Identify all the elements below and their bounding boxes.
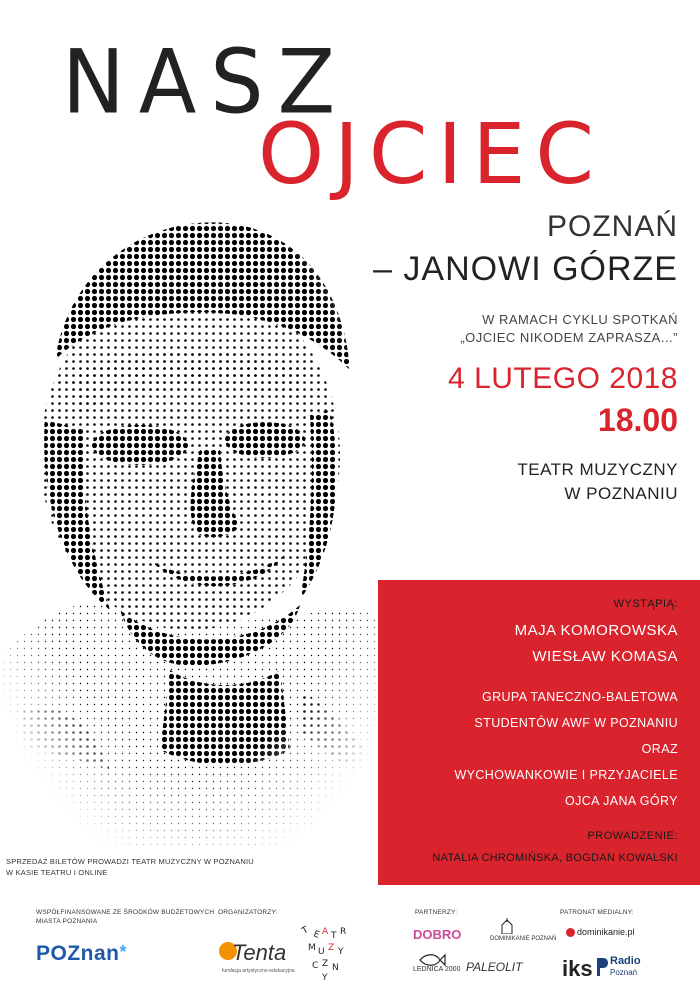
tickets-line-1: SPRZEDAŻ BILETÓW PROWADZI TEATR MUZYCZNY W POZNANIU [6,857,254,866]
group-line: GRUPA TANECZNO-BALETOWA [481,690,678,704]
group-line: STUDENTÓW AWF W POZNANIU [474,716,678,730]
patronage-label: PATRONAT MEDIALNY: [560,909,634,916]
poznan-logo-text: POZnan [36,942,120,965]
hosts-names: NATALIA CHROMIŃSKA, BOGDAN KOWALSKI [432,852,678,864]
group-line: WYCHOWANKOWIE I PRZYJACIELE [454,768,678,782]
svg-text:N: N [332,963,339,973]
poznan-logo [36,942,127,966]
event-date: 4 LUTEGO 2018 [448,362,678,395]
dedication-text: – JANOWI GÓRZE [373,250,678,288]
performers-label: WYSTĄPIĄ: [613,598,678,610]
teatr-muzyczny-logo [300,922,350,982]
performer-name: WIESŁAW KOMASA [532,648,678,665]
halftone-portrait [0,190,395,850]
tickets-info [6,856,254,878]
paleolit-logo: PALEOLIT [466,960,523,974]
svg-text:M: M [308,943,316,953]
group-line: OJCA JANA GÓRY [564,794,678,808]
church-icon [500,918,514,934]
svg-text:E: E [311,929,321,941]
cofinanced-label [36,908,214,926]
svg-text:Z: Z [322,959,329,969]
dobro-logo: DOBRO [413,927,462,942]
cofinanced-line-2: MIASTA POZNANIA [36,918,98,925]
performers-panel [378,580,700,885]
svg-text:T: T [331,931,337,941]
dot-icon [566,928,575,937]
svg-text:Y: Y [322,973,328,982]
organizers-label: ORGANIZATORZY: [218,909,278,916]
svg-text:R: R [340,927,347,937]
tenta-logo: Tenta [232,940,287,965]
dominikanie-pl-logo [566,927,635,937]
radio-poznan-logo [610,956,641,978]
title-nasz: NASZ [62,30,350,134]
radio-line-2: Poznań [610,968,638,977]
svg-text:U: U [318,947,325,957]
hosts-label: PROWADZENIE: [587,830,678,842]
group-line: ORAZ [641,742,678,756]
tickets-line-2: W KASIE TEATRU I ONLINE [6,868,108,877]
city-text: POZNAŃ [546,210,678,243]
svg-text:T: T [300,925,311,937]
fish-icon [418,953,446,967]
radio-poznan-icon [596,957,609,977]
svg-text:Z: Z [328,943,335,953]
title-ojciec: OJCIEC [258,105,605,203]
tenta-sub: fundacja artystyczno-edukacyjna [222,968,295,974]
radio-line-1: Radio [610,955,641,967]
partners-label: PARTNERZY: [415,909,458,916]
venue-line-2: W POZNANIU [564,484,678,503]
cofinanced-line-1: WSPÓŁFINANSOWANE ZE ŚRODKÓW BUDŻETOWYCH [36,909,215,916]
series-line-1: W RAMACH CYKLU SPOTKAŃ [482,312,678,327]
iks-logo: iks [562,956,593,981]
series-line-2: „OJCIEC NIKODEM ZAPRASZA...” [460,330,678,345]
star-icon: * [119,942,128,962]
lednica-logo: LEDNICA 2000 [413,966,461,973]
venue-line-1: TEATR MUZYCZNY [517,460,678,479]
svg-text:Y: Y [338,947,344,957]
performer-name: MAJA KOMOROWSKA [514,622,678,639]
svg-text:A: A [322,927,329,937]
dominikanie-poznan-logo: DOMINIKANIE POZNAŃ [490,936,557,942]
svg-text:C: C [312,961,319,971]
dominikanie-pl-text: dominikanie.pl [577,927,635,937]
event-time: 18.00 [597,402,678,438]
